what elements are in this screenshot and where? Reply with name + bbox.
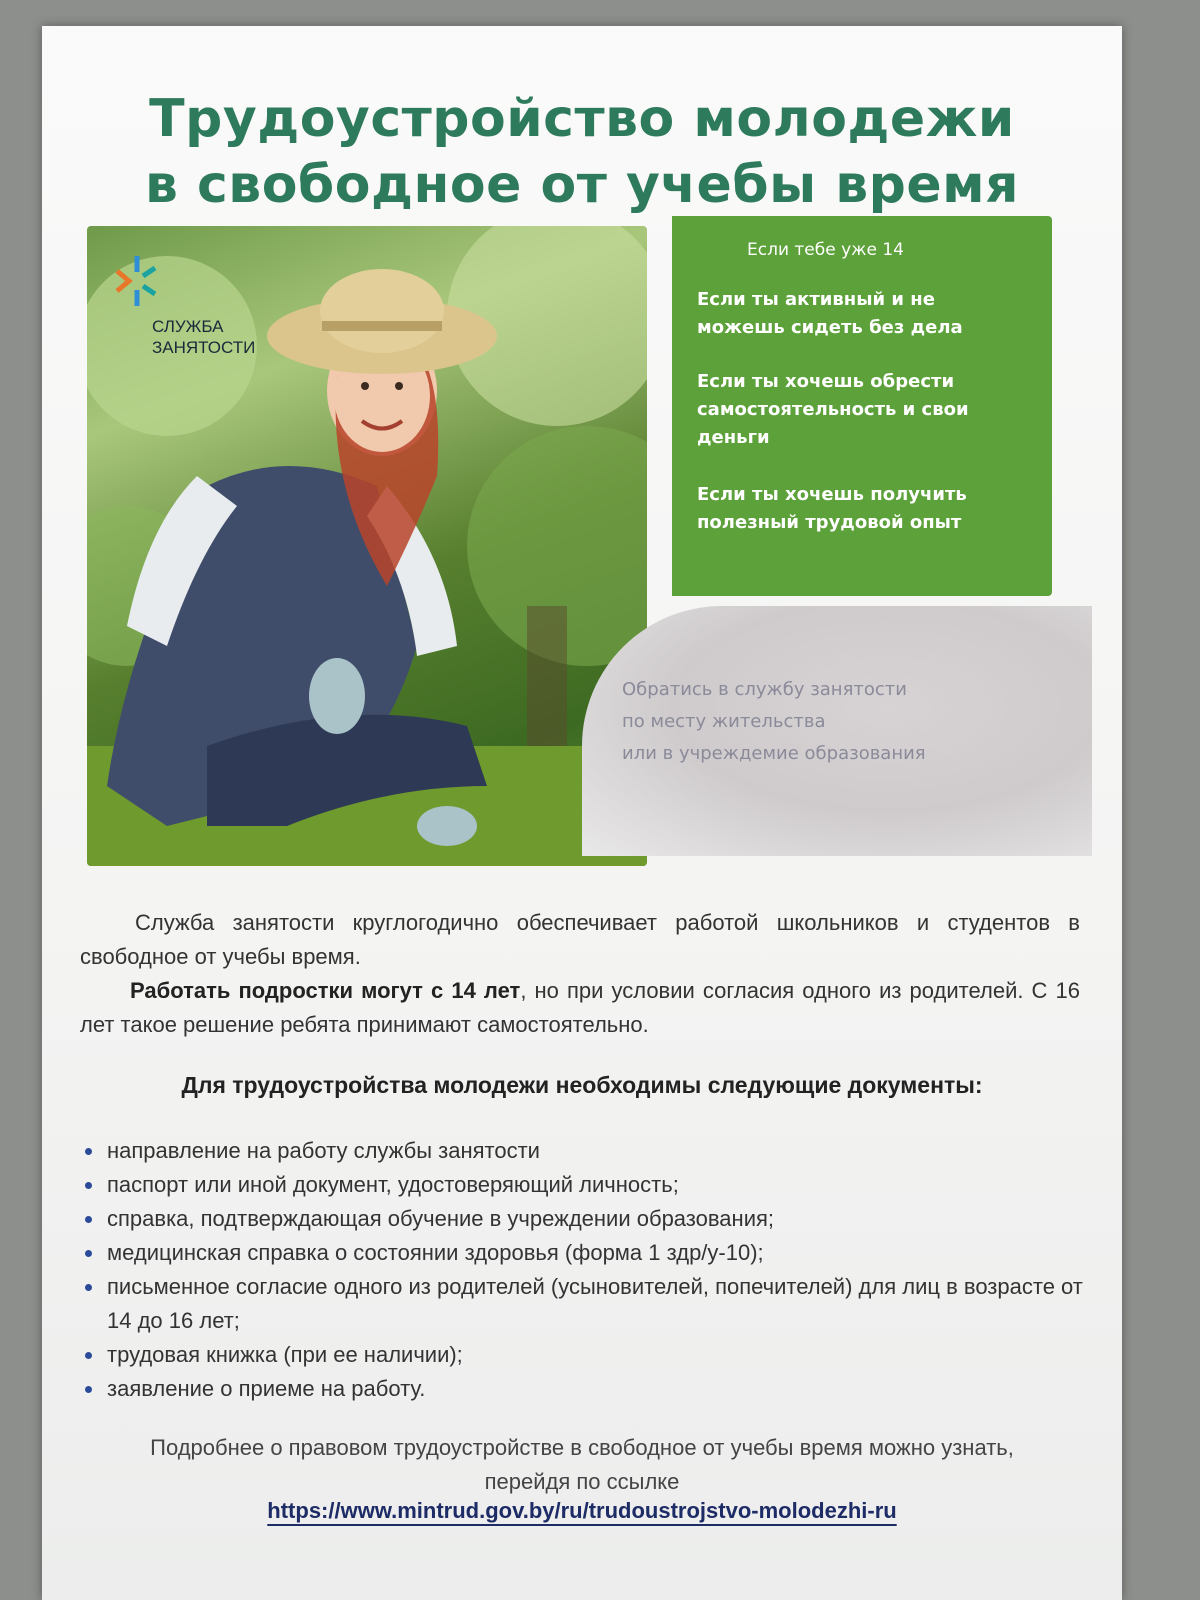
intro-paragraph: Служба занятости круглогодично обеспечивает работой школьников и студентов в свободное от учебы время. [80, 910, 1080, 969]
green-box-experience: Если ты хочешь получить полезный трудовой опыт [697, 484, 967, 533]
age-bold-text: Работать подростки могут с 14 лет [130, 978, 521, 1003]
documents-list [57, 1134, 1105, 1406]
more-info-line: Подробнее о правовом трудоустройстве в свободное от учебы время можно узнать, перейдя по ссылке [150, 1435, 1014, 1494]
list-item: письменное согласие одного из родителей (усыновителей, попечителей) для лиц в возрасте от 14 до 16 лет; [85, 1270, 1105, 1338]
documents-heading [42, 1068, 1122, 1102]
list-item: направление на работу службы занятости [85, 1134, 1105, 1168]
grey-contact-text [622, 674, 1082, 770]
documents-heading-text: Для трудоустройства молодежи необходимы следующие документы: [181, 1072, 983, 1098]
logo-line-1: СЛУЖБА [152, 317, 224, 336]
green-box-active: Если ты активный и не можешь сидеть без дела [697, 289, 963, 338]
title-line-1: Трудоустройство молодежи [149, 89, 1015, 149]
age-paragraph [80, 974, 1080, 1042]
logo-icon [107, 246, 187, 316]
age-rest-text: , но при условии согласия одного из родителей. С 16 лет такое решение ребята принимают самостоятельно. [80, 978, 1080, 1037]
list-item: справка, подтверждающая обучение в учреждении образования; [85, 1202, 1105, 1236]
list-item: паспорт или иной документ, удостоверяющий личность; [85, 1168, 1105, 1202]
title-line-2: в свободное от учебы время [144, 155, 1020, 215]
more-info-text [42, 1431, 1122, 1499]
grey-line-1: Обратись в службу занятости [622, 679, 907, 700]
green-info-box [672, 216, 1052, 596]
grey-line-2: по месту жительства [622, 711, 826, 732]
list-item: медицинская справка о состоянии здоровья (форма 1 здр/у-10); [85, 1236, 1105, 1270]
list-item: трудовая книжка (при ее наличии); [85, 1338, 1105, 1372]
photo-girl-gardening [87, 226, 647, 866]
grey-line-3: или в учреждемие образования [622, 743, 926, 764]
mintrud-link[interactable]: https://www.mintrud.gov.by/ru/trudoustrojstvo-molodezhi-ru [267, 1498, 897, 1523]
logo-text [152, 316, 255, 358]
green-box-independence: Если ты хочешь обрести самостоятельность и свои деньги [697, 371, 969, 448]
list-item: заявление о приеме на работу. [85, 1372, 1105, 1406]
logo-line-2: ЗАНЯТОСТИ [152, 338, 256, 357]
flyer-title [42, 86, 1122, 218]
green-box-age: Если тебе уже 14 [747, 240, 904, 260]
flyer-sheet [42, 26, 1122, 1600]
employment-service-logo [107, 246, 287, 356]
